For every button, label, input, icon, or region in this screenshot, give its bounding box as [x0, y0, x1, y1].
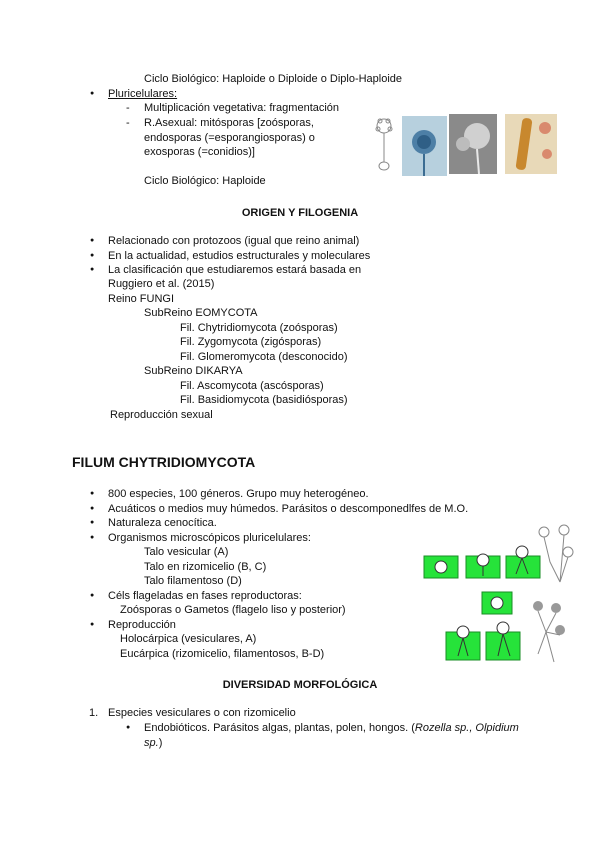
origen-bullet-3: ● La clasificación que estudiaremos estará basada en: [108, 263, 361, 277]
origen-bullet-1: ● Relacionado con protozoos (igual que reino animal): [108, 234, 359, 248]
endobioticos-cont: [144, 736, 162, 750]
filum-bullet-5: ● Céls flageladas en fases reproductoras:: [108, 589, 302, 603]
filum-bullet-3: ● Naturaleza cenocítica.: [108, 516, 217, 530]
filum-bullet-1: ● 800 especies, 100 géneros. Grupo muy heterogéneo.: [108, 487, 369, 501]
subreino-eomycota: SubReino EOMYCOTA: [144, 307, 258, 319]
eucarpica-line: Eucárpica (rizomicelio, filamentosos, B-D): [120, 648, 325, 660]
filum-bullet-6: ● Reproducción: [108, 618, 176, 632]
endobioticos-text: Endobióticos. Parásitos algas, plantas, polen, hongos. (: [144, 722, 415, 734]
holocarpica-line: Holocárpica (vesiculares, A): [120, 633, 257, 645]
origen-heading: ORIGEN Y FILOGENIA: [241, 207, 359, 219]
ciclo-line-2: Ciclo Biológico: Haploide: [144, 175, 266, 187]
fil-basidiomycota: Fil. Basidiomycota (basidiósporas): [180, 394, 348, 406]
talo-vesicular: Talo vesicular (A): [144, 546, 229, 558]
origen-bullet-3-cont: Ruggiero et al. (2015): [108, 278, 215, 290]
subreino-dikarya: SubReino DIKARYA: [144, 365, 243, 377]
endobioticos-close: ): [158, 737, 163, 749]
pluricelulares-item: [108, 87, 177, 101]
diversidad-heading: DIVERSIDAD MORFOLÓGICA: [222, 679, 378, 691]
filum-bullet-2: ● Acuáticos o medios muy húmedos. Parásitos o descomponedlfes de M.O.: [108, 502, 468, 516]
endobioticos-species: Rozella sp., Olpidium: [414, 722, 519, 734]
pluricelulares-label: Pluricelulares:: [108, 88, 178, 100]
talo-filamentoso: Talo filamentoso (D): [144, 575, 242, 587]
r-asexual-line-2: endosporas (=esporangiosporas) o: [144, 132, 315, 144]
zoosporas-line: Zoósporas o Gametos (flagelo liso y posterior): [120, 604, 346, 616]
photo-image-2: [402, 116, 447, 176]
photo-image-3: [449, 114, 497, 174]
endobioticos-line: [144, 721, 519, 735]
especies-vesiculares: Especies vesiculares o con rizomicelio: [108, 707, 296, 719]
fil-chytridiomycota: Fil. Chytridiomycota (zoósporas): [180, 322, 338, 334]
sketch-image-1: [372, 112, 402, 174]
multiplicacion-item: - Multiplicación vegetativa: fragmentación: [144, 101, 339, 115]
reproduccion-sexual: Reproducción sexual: [110, 409, 213, 421]
reino-fungi: Reino FUNGI: [108, 293, 175, 305]
r-asexual-line-1: - R.Asexual: mitósporas [zoósporas,: [144, 116, 314, 130]
origen-bullet-2: ● En la actualidad, estudios estructurales y moleculares: [108, 249, 370, 263]
fil-ascomycota: Fil. Ascomycota (ascósporas): [180, 380, 324, 392]
chytrid-diagram: [420, 522, 580, 672]
endobioticos-sp: sp.: [144, 737, 159, 749]
photo-image-4: [505, 114, 557, 174]
fil-glomeromycota: Fil. Glomeromycota (desconocido): [180, 351, 348, 363]
talo-rizomicelio: Talo en rizomicelio (B, C): [144, 561, 267, 573]
filum-heading: FILUM CHYTRIDIOMYCOTA: [72, 454, 256, 470]
filum-bullet-4: ● Organismos microscópicos pluricelulares:: [108, 531, 311, 545]
fil-zygomycota: Fil. Zygomycota (zigósporas): [180, 336, 322, 348]
r-asexual-line-3: exosporas (=conidios)]: [144, 146, 255, 158]
ciclo-line-1: Ciclo Biológico: Haploide o Diploide o Diplo-Haploide: [144, 73, 403, 85]
list-number-1: 1.: [89, 707, 99, 719]
